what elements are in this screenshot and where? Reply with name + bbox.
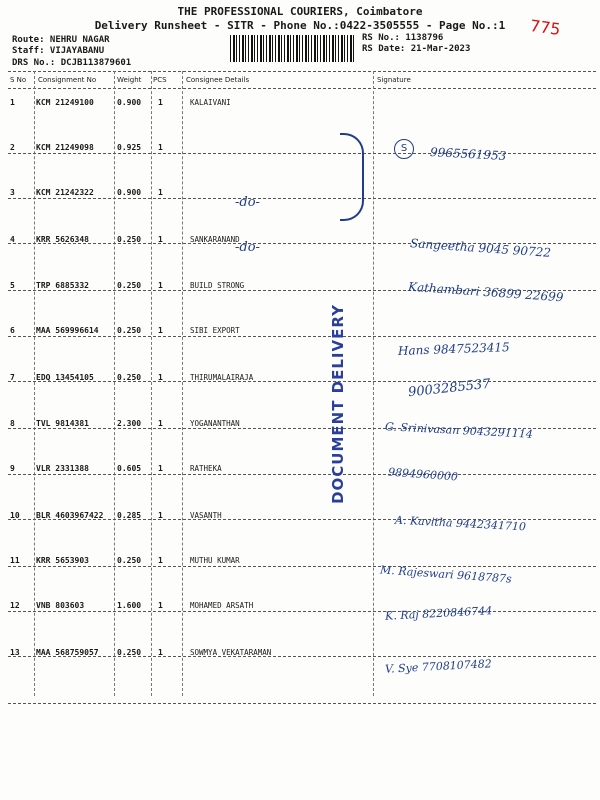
row-signature: Hans 9847523415 (397, 340, 510, 358)
barcode (230, 35, 356, 62)
row-sno: 6 (10, 326, 15, 335)
row-pcs: 1 (158, 601, 163, 610)
row-sno: 4 (10, 235, 15, 244)
row-consignee: BUILD STRONG (190, 281, 245, 290)
row-signature: 9894960000 (387, 465, 459, 484)
rs-date: RS Date: 21-Mar-2023 (362, 44, 471, 54)
document-delivery-stamp: DOCUMENT DELIVERY (328, 304, 347, 504)
row-sno: 13 (10, 648, 20, 657)
col-header-consignment: Consignment No (38, 76, 97, 84)
row-divider (8, 566, 596, 567)
col-header-consignee: Consignee Details (186, 76, 250, 84)
row-consignee: YOGANANTHAN (190, 419, 240, 428)
row-divider (8, 153, 596, 154)
row-pcs: 1 (158, 556, 163, 565)
row-consignment-no: EDQ 13454105 (36, 373, 94, 382)
rs-number: RS No.: 1138796 (362, 33, 444, 43)
row-signature: Kathambari 36899 22699 (407, 279, 564, 305)
row-signature: A. Kavitha 9442341710 (394, 513, 527, 534)
col-divider (182, 71, 183, 696)
row-weight: 1.600 (117, 601, 142, 610)
row-consignment-no: VLR 2331388 (36, 464, 89, 473)
header-bottom-line (8, 88, 596, 89)
row-sno: 7 (10, 373, 15, 382)
row-consignment-no: KRR 5626348 (36, 235, 89, 244)
row-weight: 0.250 (117, 326, 142, 335)
row-pcs: 1 (158, 188, 163, 197)
row-divider (8, 381, 596, 382)
row-pcs: 1 (158, 419, 163, 428)
row-sno: 2 (10, 143, 15, 152)
row-ditto-note: -do- (235, 240, 260, 255)
row-consignment-no: KRR 5653903 (36, 556, 89, 565)
row-consignee: KALAIVANI (190, 98, 231, 107)
row-signature: Sangeetha 9045 90722 (409, 236, 552, 260)
row-consignment-no: KCM 21249098 (36, 143, 94, 152)
row-signature: K. Raj 8220846744 (384, 604, 493, 623)
row-sno: 8 (10, 419, 15, 428)
row-weight: 0.605 (117, 464, 142, 473)
row-weight: 0.250 (117, 235, 142, 244)
row-weight: 0.250 (117, 373, 142, 382)
row-consignee: SOWMYA VEKATARAMAN (190, 648, 272, 657)
row-signature: 9003285537 (407, 376, 492, 401)
row-divider (8, 474, 596, 475)
header-top-line (8, 71, 596, 72)
row-weight: 0.900 (117, 188, 142, 197)
row-pcs: 1 (158, 373, 163, 382)
row-consignment-no: VNB 803603 (36, 601, 85, 610)
handwritten-page-number: 775 (528, 15, 562, 40)
row-divider (8, 198, 596, 199)
col-divider (114, 71, 115, 696)
col-header-signature: Signature (377, 76, 411, 84)
row-consignment-no: KCM 21242322 (36, 188, 94, 197)
row-sno: 1 (10, 98, 15, 107)
row-consignee: RATHEKA (190, 464, 222, 473)
circled-mark: S (394, 139, 414, 159)
row-consignee: MOHAMED ARSATH (190, 601, 254, 610)
row-pcs: 1 (158, 281, 163, 290)
row-consignment-no: TVL 9814381 (36, 419, 89, 428)
row-consignee: VASANTH (190, 511, 222, 520)
row-consignment-no: BLR 4603967422 (36, 511, 104, 520)
row-sno: 10 (10, 511, 20, 520)
row-sno: 12 (10, 601, 20, 610)
runsheet-subtitle: Delivery Runsheet - SITR - Phone No.:0422-3505555 - Page No.:1 (94, 19, 506, 32)
route-label: Route: NEHRU NAGAR (12, 35, 110, 45)
row-weight: 0.925 (117, 143, 142, 152)
row-sno: 9 (10, 464, 15, 473)
row-divider (8, 336, 596, 337)
row-consignment-no: TRP 6885332 (36, 281, 89, 290)
row-signature: 9965561953 (429, 145, 507, 163)
row-consignee: MUTHU KUMAR (190, 556, 240, 565)
col-divider (151, 71, 152, 696)
col-header-pcs: PCS (153, 76, 167, 84)
col-divider (373, 71, 374, 696)
row-weight: 0.285 (117, 511, 142, 520)
row-pcs: 1 (158, 235, 163, 244)
drs-number: DRS No.: DCJB113879601 (12, 58, 132, 68)
staff-label: Staff: VIJAYABANU (12, 46, 105, 56)
runsheet-title: THE PROFESSIONAL COURIERS, Coimbatore (177, 5, 423, 18)
row-sno: 11 (10, 556, 20, 565)
row-signature: M. Rajeswari 9618787s (379, 563, 513, 586)
row-weight: 2.300 (117, 419, 142, 428)
ditto-bracket (340, 133, 364, 221)
row-weight: 0.900 (117, 98, 142, 107)
row-pcs: 1 (158, 98, 163, 107)
row-pcs: 1 (158, 464, 163, 473)
row-pcs: 1 (158, 648, 163, 657)
row-pcs: 1 (158, 326, 163, 335)
row-divider (8, 703, 596, 704)
row-divider (8, 611, 596, 612)
row-weight: 0.250 (117, 648, 142, 657)
row-signature: V. Sye 7708107482 (384, 657, 493, 676)
row-sno: 3 (10, 188, 15, 197)
row-ditto-note: -do- (235, 195, 260, 210)
col-header-sno: S No (10, 76, 27, 84)
col-header-weight: Weight (117, 76, 142, 84)
row-weight: 0.250 (117, 281, 142, 290)
col-divider (34, 71, 35, 696)
row-sno: 5 (10, 281, 15, 290)
row-weight: 0.250 (117, 556, 142, 565)
row-consignment-no: MAA 569996614 (36, 326, 99, 335)
row-pcs: 1 (158, 511, 163, 520)
row-pcs: 1 (158, 143, 163, 152)
row-consignee: SIBI EXPORT (190, 326, 240, 335)
row-consignee: THIRUMALAIRAJA (190, 373, 254, 382)
row-consignment-no: KCM 21249100 (36, 98, 94, 107)
row-signature: G. Srinivasan 9043291114 (384, 420, 534, 441)
row-consignee: SANKARANAND (190, 235, 240, 244)
row-consignment-no: MAA 568759057 (36, 648, 99, 657)
